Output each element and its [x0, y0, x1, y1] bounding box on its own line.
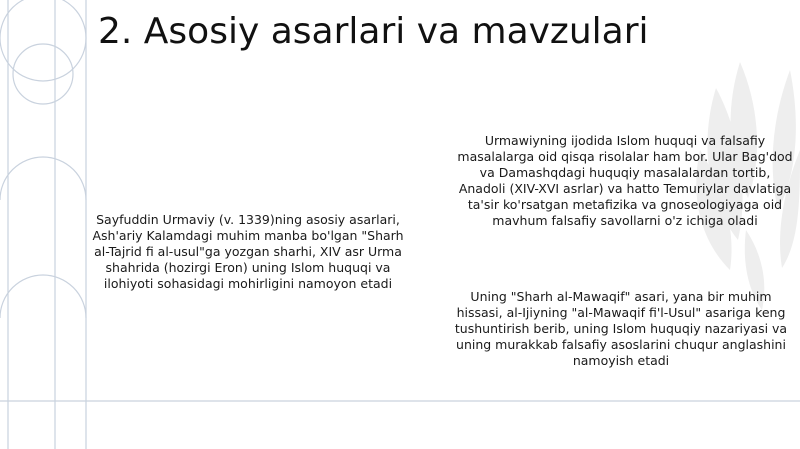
- decor-arch-upper: [0, 157, 86, 200]
- right-bottom-paragraph: Uning "Sharh al-Mawaqif" asari, yana bir muhim hissasi, al-Ijiyning "al-Mawaqif fi'l-Usul" asariga keng tushuntirish berib, uning Islom huquqiy nazariyasi va uning murakkab falsafiy asoslarini chuqur anglashini namoyish etadi: [454, 289, 788, 368]
- decor-circle-small: [13, 44, 73, 104]
- left-paragraph: Sayfuddin Urmaviy (v. 1339)ning asosiy asarlari, Ash'ariy Kalamdagi muhim manba bo'lgan "Sharh al-Tajrid fi al-usul"ga yozgan sharhi, XIV asr Urma shahrida (hozirgi Eron) uning Islom huquqi va ilohiyoti sohasidagi mohirligini namoyon etadi: [92, 212, 404, 291]
- right-top-paragraph: Urmawiyning ijodida Islom huquqi va falsafiy masalalarga oid qisqa risolalar ham bor. Ular Bag'dod va Damashqdagi huquqiy masalalardan tortib, Anadoli (XIV-XVI asrlar) va hatto Temuriylar davlatiga ta'sir ko'rsatgan metafizika va gnoseologiyaga oid mavhum falsafiy savollarni o'z ichiga oladi: [457, 133, 793, 228]
- decor-arch-lower: [0, 275, 86, 318]
- slide-title: 2. Asosiy asarlari va mavzulari: [98, 11, 649, 52]
